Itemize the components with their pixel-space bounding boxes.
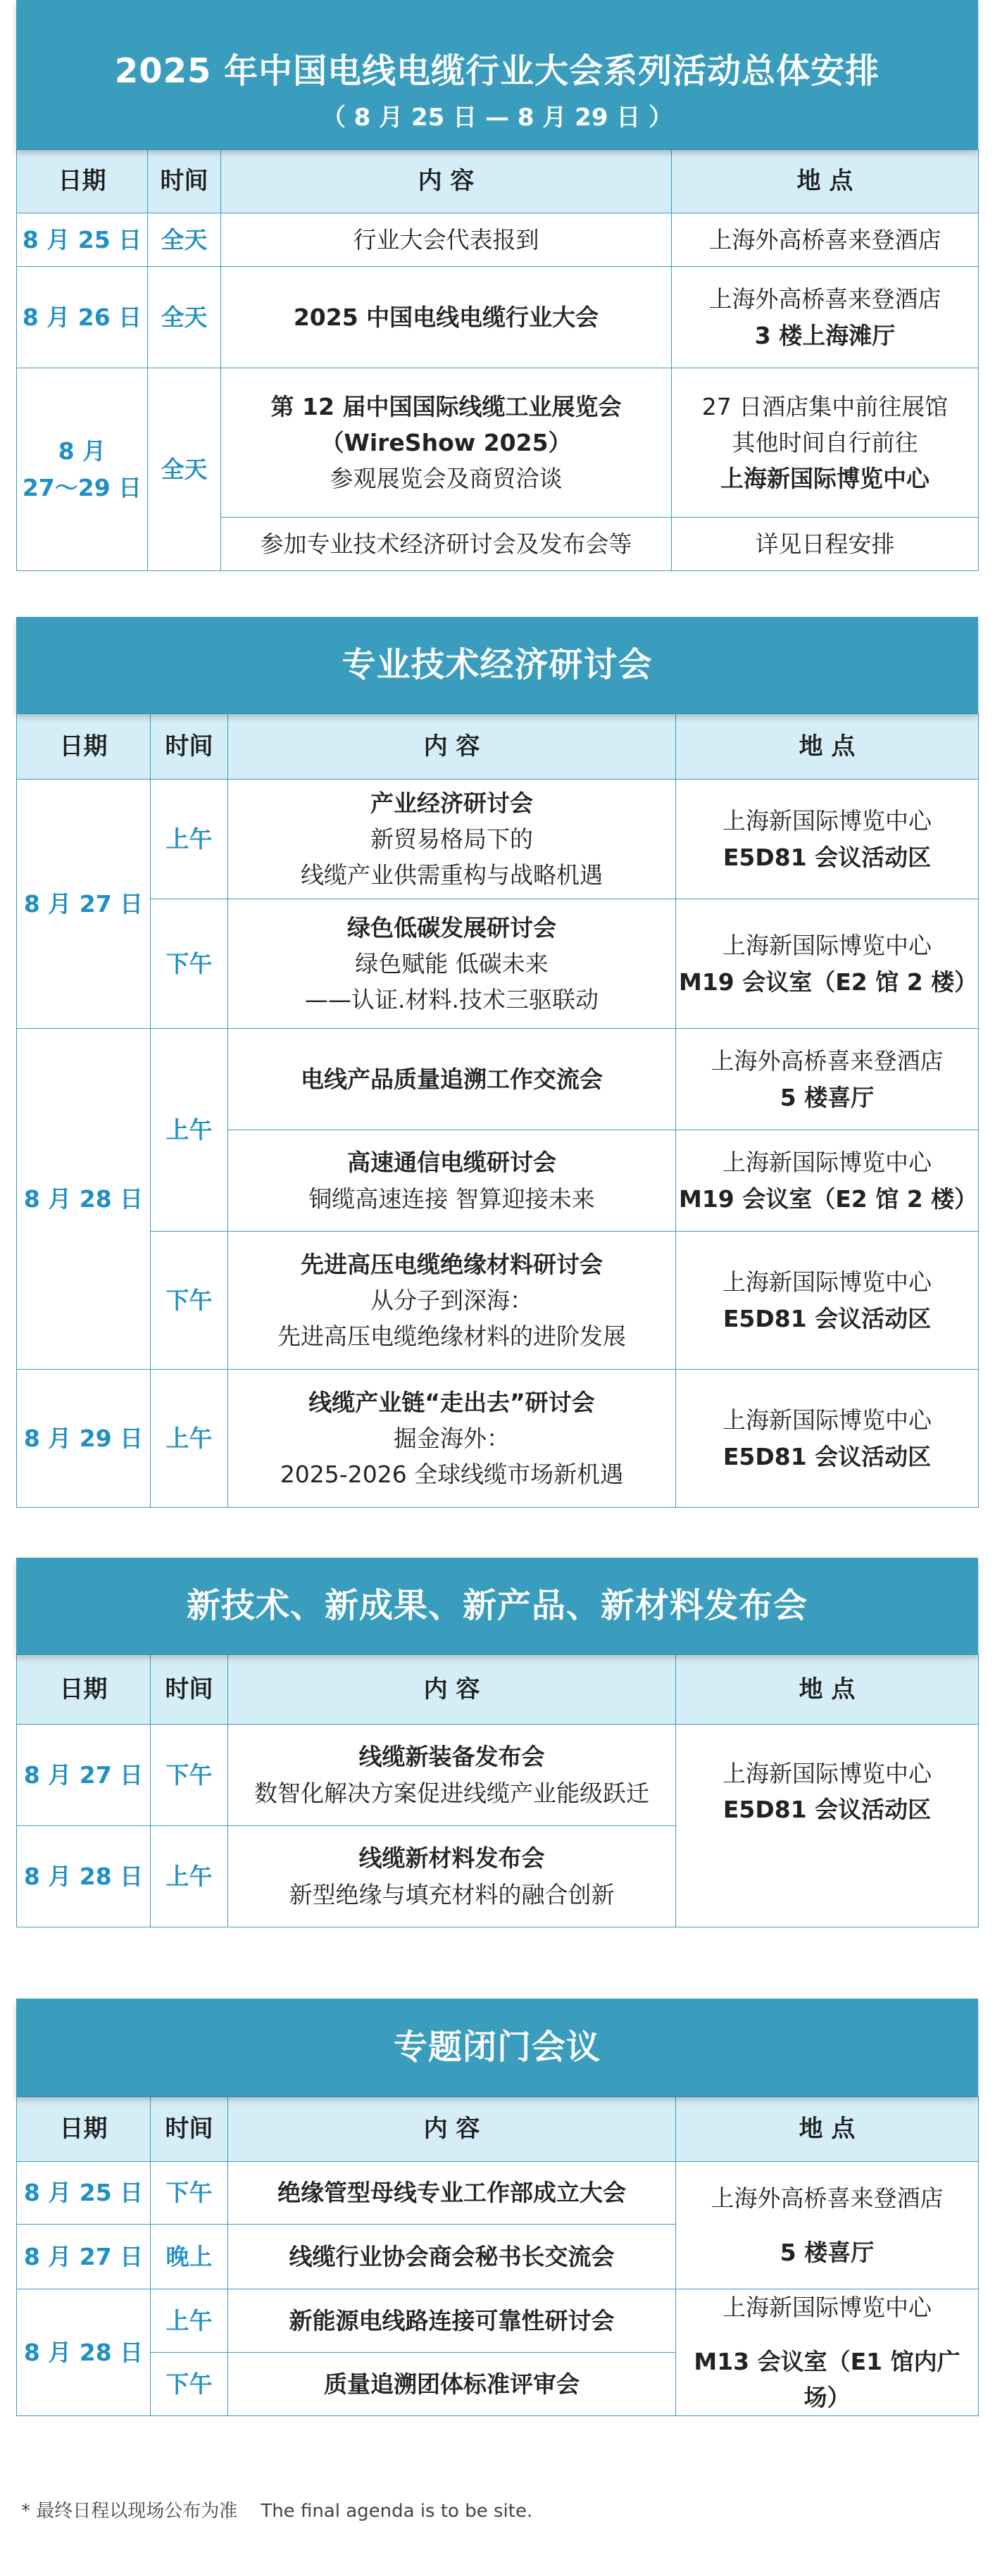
content-line: ——认证.材料.技术三驱联动 [305,986,599,1014]
time-cell: 下午 [151,1725,228,1826]
place-line: 上海新国际博览中心 [722,932,932,960]
table-row [17,1370,979,1508]
place-cell [676,2162,979,2289]
date-cell: 8 月 28 日 [17,1029,151,1370]
place-line: 上海新国际博览中心 [720,465,930,493]
place-line: 上海新国际博览中心 [722,1149,932,1177]
table-header-row [17,1655,979,1725]
closed-meetings-title: 专题闭门会议 [393,2027,601,2067]
content-cell: 电线产品质量追溯工作交流会 [228,1029,676,1130]
table-row [17,1029,979,1130]
col-content-header: 内 容 [228,1655,676,1725]
col-date-header: 日期 [17,1655,151,1725]
col-date-header: 日期 [17,2097,151,2162]
place-line: 3 楼上海滩厅 [754,321,896,349]
place-cell [676,1370,979,1508]
overall-schedule-header [16,0,978,149]
place-cell [676,1232,979,1370]
time-cell: 下午 [151,1232,228,1370]
place-line: E5D81 会议活动区 [722,843,932,871]
overall-schedule-section [16,0,978,571]
place-cell [676,780,979,899]
closed-meetings-section [16,1999,978,2416]
time-cell: 晚上 [151,2225,228,2289]
content-cell [221,368,672,518]
launch-events-table [16,1654,979,1927]
date-cell: 8 月 28 日 [17,2289,151,2416]
table-row [17,2289,979,2353]
content-line: （WireShow 2025） [320,428,572,456]
time-cell: 上午 [151,780,228,899]
place-line: E5D81 会议活动区 [722,1442,932,1470]
place-line: 5 楼喜厅 [780,1083,875,1111]
date-cell: 8 月 26 日 [17,267,148,368]
place-line: 上海新国际博览中心 [722,2294,932,2321]
content-cell [228,1370,676,1508]
date-line: 8 月 [58,437,106,465]
date-cell: 8 月 28 日 [17,1826,151,1927]
place-line: M19 会议室（E2 馆 2 楼） [679,1184,978,1213]
content-line: 先进高压电缆绝缘材料的进阶发展 [277,1323,626,1351]
col-place-header: 地 点 [676,2097,979,2162]
content-line: 线缆产业链“走出去”研讨会 [308,1388,595,1416]
place-cell [676,1130,979,1232]
overall-schedule-table [16,149,979,571]
table-row [17,1232,979,1370]
content-line: 新型绝缘与填充材料的融合创新 [289,1880,615,1908]
time-cell: 下午 [151,899,228,1029]
time-cell: 全天 [148,267,221,368]
col-place-header: 地 点 [676,1655,979,1725]
seminars-section [16,617,978,1508]
col-time-header: 时间 [151,1655,228,1725]
content-line: 绿色低碳发展研讨会 [347,913,556,942]
place-cell: 上海外高桥喜来登酒店 [672,213,979,267]
place-line: 上海外高桥喜来登酒店 [708,285,941,313]
place-cell: 详见日程安排 [672,518,979,571]
col-place-header: 地 点 [672,150,979,213]
overall-schedule-title: 2025 年中国电线电缆行业大会系列活动总体安排 [114,51,880,91]
table-row [17,267,979,368]
content-line: 铜缆高速连接 智算迎接未来 [308,1184,595,1213]
time-cell: 上午 [151,1370,228,1508]
closed-meetings-header [16,1999,978,2096]
col-date-header: 日期 [17,714,151,780]
col-content-header: 内 容 [228,714,676,780]
content-line: 先进高压电缆绝缘材料研讨会 [301,1250,603,1278]
content-cell [228,899,676,1029]
time-cell: 下午 [151,2162,228,2225]
place-cell [672,267,979,368]
content-cell: 线缆行业协会商会秘书长交流会 [228,2225,676,2289]
date-cell: 8 月 25 日 [17,213,148,267]
content-line: 绿色赋能 低碳未来 [355,949,549,977]
content-line: 线缆新装备发布会 [358,1743,545,1771]
launch-events-title: 新技术、新成果、新产品、新材料发布会 [186,1586,808,1625]
place-line: 其他时间自行前往 [732,428,918,456]
date-cell: 8 月 29 日 [17,1370,151,1508]
col-time-header: 时间 [148,150,221,213]
table-row [17,368,979,518]
content-cell [228,1232,676,1370]
place-cell [676,2289,979,2416]
place-line: 上海外高桥喜来登酒店 [711,1047,944,1075]
place-line: 上海新国际博览中心 [722,1760,932,1787]
table-row [17,1725,979,1826]
place-line: M13 会议室（E1 馆内广场） [694,2348,960,2412]
place-line: M19 会议室（E2 馆 2 楼） [679,968,978,996]
content-line: 线缆新材料发布会 [358,1844,545,1872]
place-line: E5D81 会议活动区 [722,1796,932,1824]
seminars-table [16,713,979,1508]
seminars-title: 专业技术经济研讨会 [342,645,653,684]
place-line: 上海外高桥喜来登酒店 [711,2184,944,2212]
content-cell: 绝缘管型母线专业工作部成立大会 [228,2162,676,2225]
content-line: 第 12 届中国国际线缆工业展览会 [270,392,622,420]
seminars-header [16,617,978,713]
table-row [17,899,979,1029]
content-cell [228,1826,676,1927]
place-cell [676,899,979,1029]
launch-events-section [16,1558,978,1927]
place-line: 上海新国际博览中心 [722,1406,932,1434]
col-date-header: 日期 [17,150,148,213]
content-line: 新贸易格局下的 [370,825,533,853]
table-row [17,213,979,267]
content-line: 掘金海外： [394,1424,510,1452]
overall-schedule-subtitle: （ 8 月 25 日 — 8 月 29 日 ） [321,104,673,132]
time-cell: 上午 [151,1826,228,1927]
content-line: 高速通信电缆研讨会 [347,1149,556,1177]
col-content-header: 内 容 [221,150,672,213]
content-cell [228,1130,676,1232]
table-header-row [17,150,979,213]
content-line: 参观展览会及商贸洽谈 [330,465,563,493]
content-cell: 2025 中国电线电缆行业大会 [221,267,672,368]
place-line: 上海新国际博览中心 [722,1268,932,1296]
date-cell: 8 月 27 日 [17,780,151,1029]
time-cell: 全天 [148,368,221,571]
table-header-row [17,2097,979,2162]
content-line: 线缆产业供需重构与战略机遇 [301,861,603,889]
time-cell: 全天 [148,213,221,267]
content-cell: 质量追溯团体标准评审会 [228,2353,676,2416]
content-cell [228,780,676,899]
content-line: 2025-2026 全球线缆市场新机遇 [280,1461,624,1489]
time-cell: 上午 [151,2289,228,2353]
content-line: 数智化解决方案促进线缆产业能级跃迁 [254,1779,649,1807]
place-cell [676,1725,979,1927]
date-cell [17,368,148,571]
date-cell: 8 月 25 日 [17,2162,151,2225]
closed-meetings-table [16,2096,979,2416]
content-line: 从分子到深海： [370,1286,533,1314]
content-cell: 行业大会代表报到 [221,213,672,267]
date-cell: 8 月 27 日 [17,2225,151,2289]
launch-events-header [16,1558,978,1654]
col-time-header: 时间 [151,714,228,780]
place-line: 5 楼喜厅 [780,2239,875,2266]
table-row [17,780,979,899]
place-cell [676,1029,979,1130]
place-cell [672,368,979,518]
content-cell [228,1725,676,1826]
content-cell: 新能源电线路连接可靠性研讨会 [228,2289,676,2353]
col-time-header: 时间 [151,2097,228,2162]
content-line: 产业经济研讨会 [370,789,533,817]
date-line: 27～29 日 [22,473,142,501]
table-header-row [17,714,979,780]
time-cell: 上午 [151,1029,228,1232]
col-place-header: 地 点 [676,714,979,780]
table-row [17,2162,979,2225]
col-content-header: 内 容 [228,2097,676,2162]
time-cell: 下午 [151,2353,228,2416]
date-cell: 8 月 27 日 [17,1725,151,1826]
place-line: 27 日酒店集中前往展馆 [701,392,949,420]
footnote: * 最终日程以现场公布为准 The final agenda is to be site. [21,2501,533,2522]
place-line: E5D81 会议活动区 [722,1304,932,1332]
content-cell: 参加专业技术经济研讨会及发布会等 [221,518,672,571]
place-line: 上海新国际博览中心 [722,807,932,835]
